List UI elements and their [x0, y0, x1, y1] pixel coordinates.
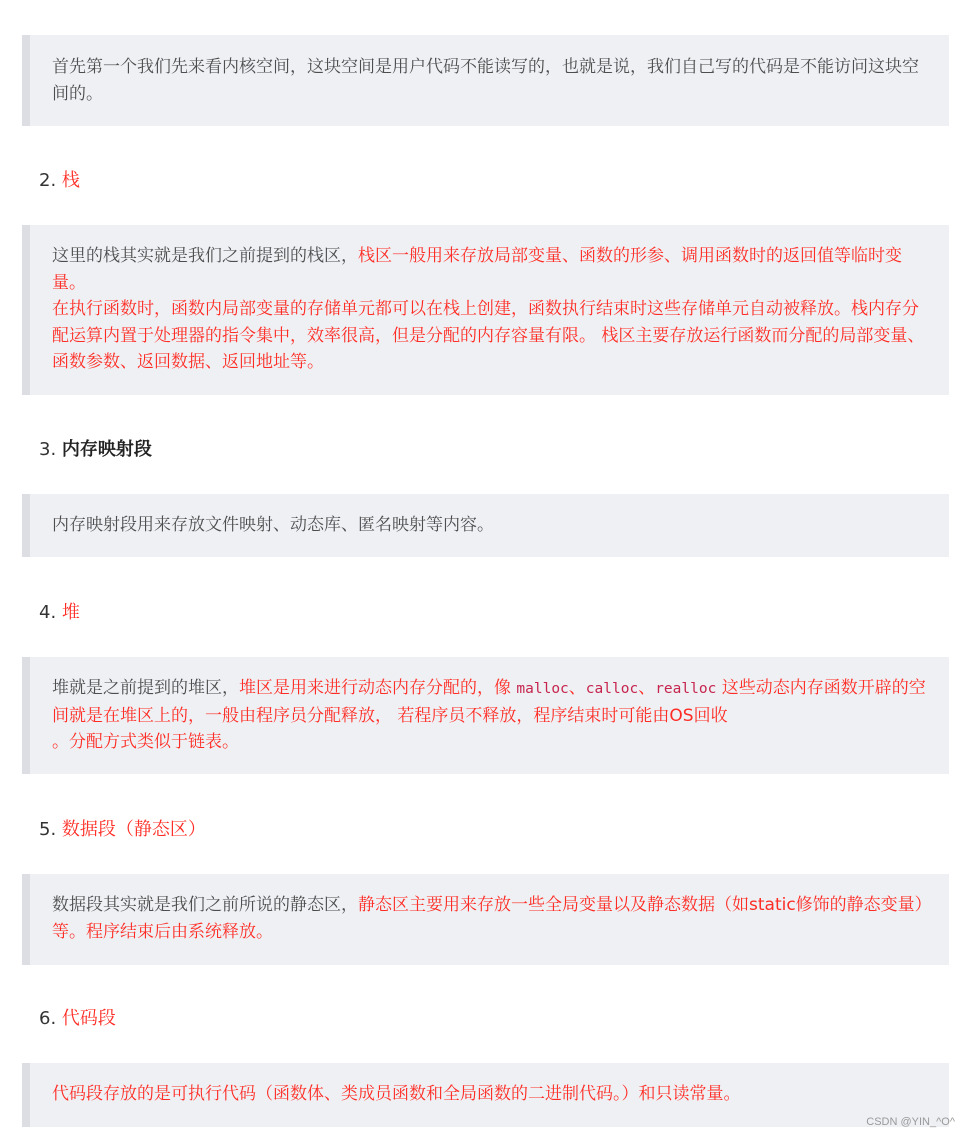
- inline-code: calloc: [585, 681, 639, 697]
- quote-data-segment: [22, 874, 949, 965]
- quote-kernel-space: [22, 35, 949, 126]
- text-run: 在执行函数时，函数内局部变量的存储单元都可以在栈上创建，函数执行结束时这些存储单元自动被释放。栈内存分配运算内置于处理器的指令集中，效率很高，但是分配的内存容量有限。 栈区主要存放运行函数而分配的局部变量、函数参数、返回数据、返回地址等。: [52, 299, 925, 372]
- heading-number: 4.: [39, 602, 57, 623]
- text-run: 数据段其实就是我们之前所说的静态区，: [52, 895, 358, 915]
- quote-paragraph: [52, 892, 929, 945]
- quote-body: [52, 512, 929, 539]
- text-run: 这些动态内存函数开辟的空间就是在堆区上的，一般由程序员分配释放， 若程序员不释放，程序结束时可能由OS回收: [52, 678, 926, 726]
- heading-title: 代码段: [61, 1008, 116, 1029]
- heading-heap: [39, 600, 80, 626]
- heading-code-segment: [39, 1006, 116, 1032]
- heading-number: 2.: [39, 170, 57, 191]
- text-run: 代码段存放的是可执行代码（函数体、类成员函数和全局函数的二进制代码。）和只读常量。: [52, 1084, 741, 1104]
- text-run: 静态区主要用来存放一些全局变量以及静态数据（如static修饰的静态变量）等。程序结束后由系统释放。: [52, 895, 924, 942]
- quote-paragraph: [52, 675, 929, 729]
- quote-body: [52, 1081, 929, 1108]
- heading-title: 内存映射段: [61, 439, 152, 460]
- quote-stack: [22, 225, 949, 395]
- quote-paragraph: [52, 296, 929, 376]
- heading-number: 3.: [39, 439, 57, 460]
- text-run: 这里的栈其实就是我们之前提到的栈区，: [52, 246, 358, 266]
- quote-body: [52, 675, 929, 756]
- quote-paragraph: [52, 243, 929, 296]
- text-run: 。分配方式类似于链表。: [52, 732, 239, 752]
- quote-body: [52, 892, 929, 945]
- inline-code: realloc: [655, 681, 717, 697]
- text-run: 、: [568, 678, 586, 698]
- text-run: 、: [638, 678, 656, 698]
- heading-memory-mapping: [39, 437, 152, 463]
- heading-data-segment: [39, 817, 206, 843]
- text-run: 首先第一个我们先来看内核空间，这块空间是用户代码不能读写的，也就是说，我们自己写的代码是不能访问这块空间的。: [52, 57, 919, 104]
- csdn-watermark: CSDN @YIN_^O^: [866, 1116, 955, 1128]
- quote-heap: [22, 657, 949, 774]
- heading-title: 数据段（静态区）: [61, 819, 206, 840]
- heading-title: 堆: [61, 602, 80, 623]
- quote-paragraph: [52, 729, 929, 756]
- text-run: 内存映射段用来存放文件映射、动态库、匿名映射等内容。: [52, 515, 494, 535]
- text-run: 堆就是之前提到的堆区，: [52, 678, 239, 698]
- heading-number: 6.: [39, 1008, 57, 1029]
- text-run: 堆区是用来进行动态内存分配的，像: [239, 678, 517, 698]
- quote-memory-mapping: [22, 494, 949, 557]
- quote-paragraph: [52, 1081, 929, 1108]
- heading-title: 栈: [61, 170, 80, 191]
- quote-paragraph: [52, 512, 929, 539]
- heading-stack: [39, 168, 80, 194]
- quote-paragraph: [52, 54, 929, 107]
- heading-number: 5.: [39, 819, 57, 840]
- text-run: 栈区一般用来存放局部变量、函数的形参、调用函数时的返回值等临时变量。: [52, 246, 902, 293]
- quote-body: [52, 54, 929, 107]
- quote-code-segment: [22, 1063, 949, 1127]
- inline-code: malloc: [516, 681, 569, 697]
- quote-body: [52, 243, 929, 376]
